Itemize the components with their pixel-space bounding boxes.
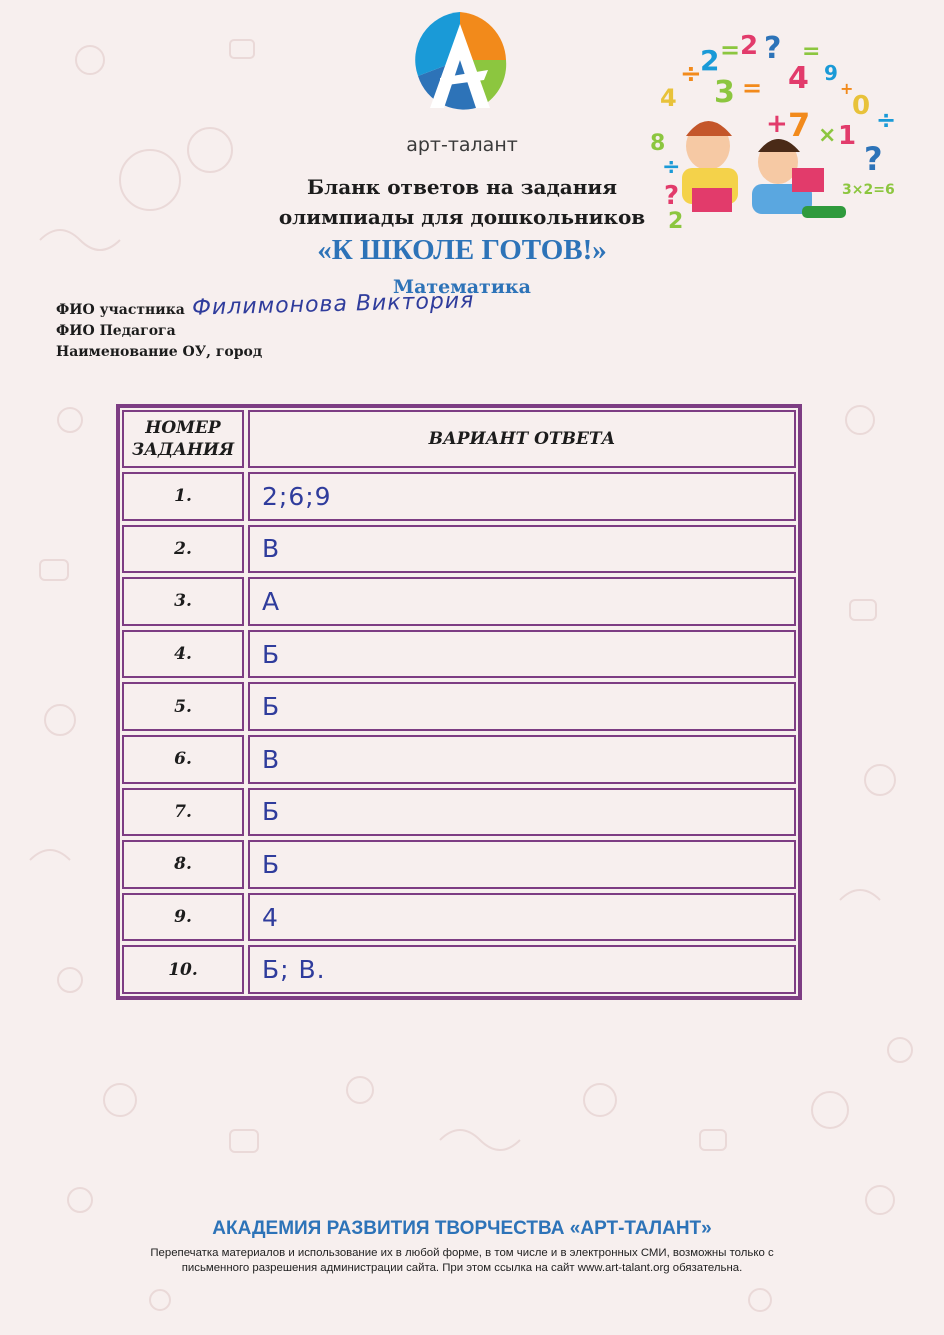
svg-text:2: 2 (740, 31, 759, 61)
academy-title: АКАДЕМИЯ РАЗВИТИЯ ТВОРЧЕСТВА «АРТ-ТАЛАНТ» (212, 1218, 712, 1239)
task-answer: Б (248, 630, 796, 679)
svg-text:8: 8 (650, 131, 666, 156)
task-answer: Б (248, 682, 796, 731)
svg-text:2: 2 (700, 44, 720, 77)
header-answer: ВАРИАНТ ОТВЕТА (248, 410, 796, 468)
svg-text:÷: ÷ (662, 155, 681, 180)
svg-text:=: = (742, 74, 763, 102)
art-talant-logo-icon (410, 8, 510, 118)
svg-text:9: 9 (824, 61, 838, 85)
task-number: 6. (122, 735, 244, 784)
task-answer: 2;6;9 (248, 472, 796, 521)
copyright-line-2: письменного разрешения администрации сайта. При этом ссылка на сайт www.art-talant.org обязательна. (181, 1262, 743, 1274)
task-number: 10. (122, 945, 244, 994)
svg-text:4: 4 (660, 84, 677, 112)
olympiad-name: «К ШКОЛЕ ГОТОВ!» (317, 234, 607, 266)
task-answer: Б (248, 840, 796, 889)
subject-name: Математика (393, 276, 531, 298)
answers-table (116, 404, 802, 1000)
copyright-notice (80, 1246, 844, 1276)
svg-text:÷: ÷ (876, 106, 897, 134)
svg-text:3×2=6: 3×2=6 (842, 182, 895, 198)
brand-name: арт-талант (406, 134, 518, 156)
participant-name-handwritten: Филимонова Виктория (191, 288, 475, 321)
svg-text:?: ? (664, 181, 680, 211)
title-line-1: Бланк ответов на задания (307, 175, 617, 199)
task-number: 5. (122, 682, 244, 731)
task-answer: А (248, 577, 796, 626)
teacher-label: ФИО Педагога (56, 323, 176, 339)
svg-text:1: 1 (838, 121, 857, 151)
svg-text:+: + (840, 79, 854, 98)
svg-text:0: 0 (852, 91, 871, 121)
svg-text:+: + (766, 109, 788, 139)
task-answer: В (248, 525, 796, 574)
svg-text:÷: ÷ (680, 59, 702, 89)
task-number: 7. (122, 788, 244, 837)
svg-text:7: 7 (788, 106, 811, 144)
task-number: 4. (122, 630, 244, 679)
task-number: 1. (122, 472, 244, 521)
task-answer: Б; В. (248, 945, 796, 994)
svg-text:?: ? (764, 31, 782, 66)
svg-text:4: 4 (788, 61, 809, 96)
title-line-2: олимпиады для дошкольников (278, 205, 646, 229)
task-number: 3. (122, 577, 244, 626)
svg-text:=: = (720, 36, 741, 64)
task-number: 8. (122, 840, 244, 889)
svg-text:2: 2 (668, 209, 684, 230)
svg-text:=: = (802, 39, 821, 64)
school-label: Наименование ОУ, город (56, 344, 263, 360)
task-number: 9. (122, 893, 244, 942)
svg-text:3: 3 (714, 75, 735, 110)
children-math-illustration (642, 28, 900, 230)
svg-text:×: × (818, 123, 837, 148)
task-number: 2. (122, 525, 244, 574)
task-answer: 4 (248, 893, 796, 942)
task-answer: В (248, 735, 796, 784)
svg-text:?: ? (864, 140, 883, 178)
header-number: НОМЕР ЗАДАНИЯ (122, 410, 244, 468)
task-answer: Б (248, 788, 796, 837)
copyright-line-1: Перепечатка материалов и использование их в любой форме, в том числе и в электронных СМИ, возможны только с (150, 1247, 774, 1259)
participant-label: ФИО участника (56, 302, 185, 318)
